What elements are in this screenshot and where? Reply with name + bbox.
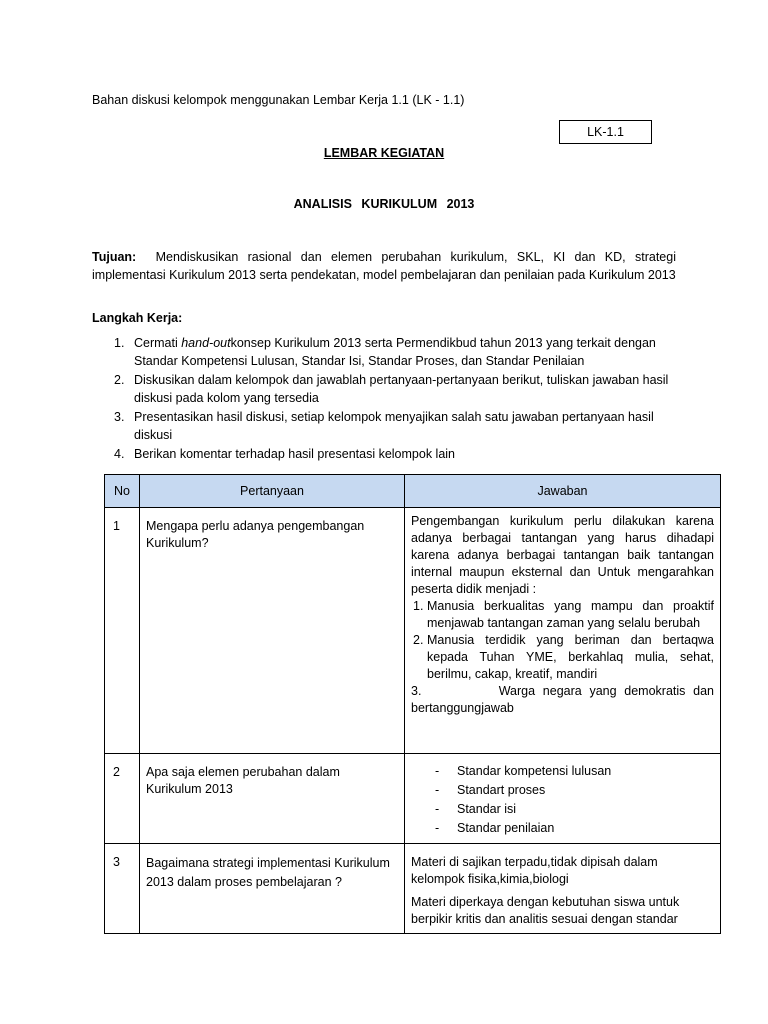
objective-paragraph (92, 248, 676, 284)
list-item (411, 598, 714, 632)
steps-list (92, 334, 692, 464)
step-item (92, 371, 692, 407)
objective-text: Mendiskusikan rasional dan elemen perubahan kurikulum, SKL, KI dan KD, strategi implementasi Kurikulum 2013 serta pendekatan, model pembelajaran dan penilaian pada Kurikulum 2013 (92, 250, 676, 282)
table-row (105, 508, 721, 754)
row-question: Mengapa perlu adanya pengembangan Kurikulum? (140, 508, 405, 754)
table-header-row (105, 475, 721, 508)
step-text-pre: Cermati (134, 336, 182, 350)
header-question: Pertanyaan (140, 475, 405, 508)
list-item-text: Standar penilaian (457, 821, 555, 835)
step-text: Presentasikan hasil diskusi, setiap kelompok menyajikan salah satu jawaban pertanyaan hasil diskusi (134, 410, 654, 442)
step-number: 3. (114, 410, 125, 424)
step-number: 4. (114, 447, 125, 461)
list-item-text: Manusia berkualitas yang mampu dan proaktif menjawab tantangan zaman yang selalu berubah (427, 599, 714, 630)
step-text-italic: hand-out (181, 336, 231, 350)
list-item-number: 1. (413, 599, 424, 613)
list-item-text: Standar isi (457, 802, 517, 816)
list-item-text: Manusia terdidik yang beriman dan bertaqwa kepada Tuhan YME, berkahlaq mulia, sehat, berilmu, cakap, kreatif, mandiri (427, 633, 714, 681)
dash-bullet: - (435, 821, 440, 835)
row-answer (405, 754, 721, 844)
dash-bullet: - (435, 764, 440, 778)
dash-bullet: - (435, 783, 440, 797)
answer-paragraph-2: Materi diperkaya dengan kebutuhan siswa untuk berpikir kritis dan analitis sesuai dengan standar (411, 895, 680, 926)
list-item-text: Standar kompetensi lulusan (457, 764, 612, 778)
row-number: 2 (105, 754, 140, 844)
list-item (411, 762, 714, 781)
step-text: Diskusikan dalam kelompok dan jawablah pertanyaan-pertanyaan berikut, tuliskan jawaban hasil diskusi pada kolom yang tersedia (134, 373, 669, 405)
answer-last-item: 3. Warga negara yang demokratis dan bertanggungjawab (411, 684, 718, 715)
step-item (92, 408, 692, 444)
answer-dash-list (411, 762, 714, 838)
step-item (92, 334, 692, 370)
step-text: konsep Kurikulum 2013 serta Permendikbud tahun 2013 yang terkait dengan Standar Kompetensi Lulusan, Standar Isi, Standar Proses, dan Standar Penilaian (134, 336, 656, 368)
step-number: 1. (114, 336, 125, 350)
table-row (105, 754, 721, 844)
answer-paragraph-1: Materi di sajikan terpadu,tidak dipisah dalam kelompok fisika,kimia,biologi (411, 855, 658, 886)
row-question: Bagaimana strategi implementasi Kurikulum 2013 dalam proses pembelajaran ? (140, 844, 405, 934)
row-number: 3 (105, 844, 140, 934)
list-item-text: Standart proses (457, 783, 546, 797)
table-row (105, 844, 721, 934)
objective-label: Tujuan: (92, 250, 137, 264)
worksheet-code-box: LK-1.1 (559, 120, 652, 144)
document-title: LEMBAR KEGIATAN (323, 146, 445, 160)
dash-bullet: - (435, 802, 440, 816)
answer-list (411, 598, 714, 683)
list-item-number: 2. (413, 633, 424, 647)
list-item (411, 800, 714, 819)
step-text: Berikan komentar terhadap hasil presentasi kelompok lain (134, 447, 456, 461)
question-table (104, 474, 721, 934)
header-no: No (105, 475, 140, 508)
step-number: 2. (114, 373, 125, 387)
list-item (411, 632, 714, 683)
row-answer (405, 508, 721, 754)
steps-heading: Langkah Kerja: (92, 311, 183, 325)
list-item (411, 781, 714, 800)
row-answer (405, 844, 721, 934)
answer-intro: Pengembangan kurikulum perlu dilakukan karena adanya berbagai tantangan yang harus dihadapi karena adanya berbagai tantangan baik tantangan internal maupun eksternal dan Untuk mengarahkan peserta didik menjadi : (411, 514, 714, 596)
intro-text: Bahan diskusi kelompok menggunakan Lembar Kerja 1.1 (LK - 1.1) (92, 93, 465, 107)
row-question: Apa saja elemen perubahan dalam Kurikulum 2013 (140, 754, 405, 844)
list-item (411, 819, 714, 838)
row-number: 1 (105, 508, 140, 754)
document-subtitle: ANALISIS KURIKULUM 2013 (293, 197, 475, 211)
step-item (92, 445, 692, 463)
header-answer: Jawaban (405, 475, 721, 508)
